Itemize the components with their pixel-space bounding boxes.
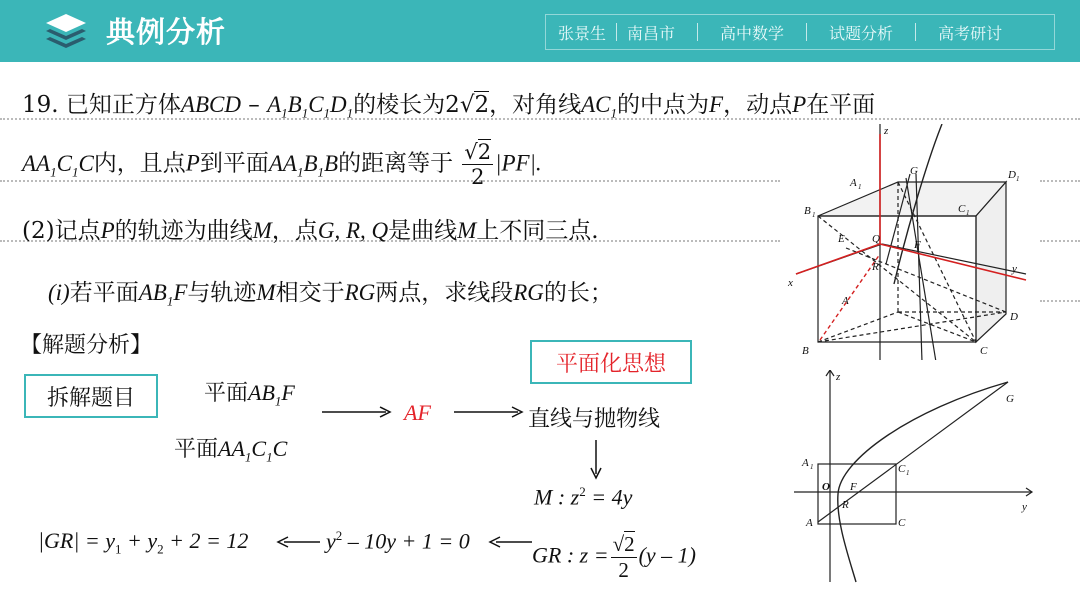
math-sqrt: √2 bbox=[459, 92, 490, 118]
svg-text:1: 1 bbox=[906, 469, 910, 477]
math-curve-m: M bbox=[252, 218, 272, 243]
equation-parabola: M : $z^2 = 4y$ bbox=[534, 484, 633, 510]
label-F: F bbox=[914, 239, 921, 251]
label-A1: A bbox=[850, 177, 857, 189]
math-points: G, R, Q bbox=[317, 218, 389, 243]
problem-text: ，点 bbox=[271, 218, 318, 244]
problem-text: 两点，求线段 bbox=[375, 280, 514, 306]
dotted-guide bbox=[1040, 300, 1080, 302]
dotted-guide bbox=[1040, 180, 1080, 182]
label-z: z bbox=[884, 125, 889, 137]
problem-line-4 bbox=[48, 274, 613, 310]
arrow-right-icon bbox=[452, 402, 524, 422]
svg-text:1: 1 bbox=[858, 183, 862, 191]
equation-length-gr: $|GR| = y_1 + y_2 + 2 = 12$ bbox=[38, 528, 249, 557]
problem-text: 是曲线 bbox=[388, 218, 458, 244]
math-point-p: P bbox=[185, 150, 200, 176]
parabola-graph bbox=[790, 370, 1040, 586]
label-G: G bbox=[910, 165, 918, 177]
graph-label-G: G bbox=[1006, 393, 1014, 405]
label-C1: C bbox=[958, 203, 966, 215]
label-Q: Q bbox=[872, 233, 880, 245]
label-E: E bbox=[838, 233, 845, 245]
label-x: x bbox=[788, 277, 793, 289]
nav-item-subject[interactable]: 高中数学 bbox=[720, 23, 785, 43]
svg-text:1: 1 bbox=[1016, 175, 1020, 183]
graph-label-C1: C bbox=[898, 463, 906, 475]
cube-diagram bbox=[786, 124, 1046, 360]
math-diagonal: $AC_1$ bbox=[581, 92, 617, 121]
problem-text: 的棱长为 bbox=[353, 92, 446, 118]
problem-text: 在平面 bbox=[806, 92, 876, 118]
graph-label-A1: A bbox=[802, 457, 809, 469]
slide-content bbox=[0, 62, 1080, 608]
label-R: R bbox=[872, 261, 879, 273]
top-nav bbox=[545, 14, 1055, 50]
header-bar bbox=[0, 0, 1080, 62]
label-A: A bbox=[842, 295, 849, 307]
math-number: 2 bbox=[445, 92, 460, 118]
problem-line-2 bbox=[22, 140, 542, 189]
label-B1: B bbox=[804, 205, 811, 217]
problem-line-3 bbox=[22, 212, 599, 245]
arrow-left-icon bbox=[488, 532, 534, 552]
math-point-f: F bbox=[709, 92, 724, 117]
problem-text: 的轨迹为曲线 bbox=[114, 218, 253, 244]
plane-aa1c1c-label: 平面$AA_1C_1C$ bbox=[174, 436, 288, 465]
graph-label-R: R bbox=[842, 499, 849, 511]
nav-item-city[interactable]: 南昌市 bbox=[627, 23, 676, 43]
graph-label-O: O bbox=[822, 481, 830, 493]
problem-text: 若平面 bbox=[69, 280, 139, 306]
problem-part-label: (2)记点 bbox=[22, 218, 101, 244]
label-D: D bbox=[1010, 311, 1018, 323]
svg-text:1: 1 bbox=[812, 211, 816, 219]
graph-label-C: C bbox=[898, 517, 906, 529]
arrow-right-icon bbox=[320, 402, 392, 422]
layers-icon bbox=[44, 12, 88, 52]
problem-number: 19. bbox=[22, 92, 59, 118]
analysis-heading: 【解题分析】 bbox=[20, 333, 153, 358]
arrow-down-icon bbox=[586, 438, 606, 480]
graph-label-y: y bbox=[1022, 501, 1027, 513]
svg-text:1: 1 bbox=[966, 209, 970, 217]
arrow-left-icon bbox=[276, 532, 322, 552]
problem-text: 与轨迹 bbox=[187, 280, 257, 306]
graph-label-F: F bbox=[850, 481, 857, 493]
math-segment-rg: RG bbox=[513, 280, 544, 305]
problem-text: ，对角线 bbox=[489, 92, 582, 118]
label-y: y bbox=[1012, 263, 1017, 275]
math-point-p: P bbox=[100, 218, 115, 243]
problem-text: ，动点 bbox=[723, 92, 793, 118]
problem-text: 的距离等于 bbox=[338, 150, 454, 177]
nav-item-analysis[interactable]: 试题分析 bbox=[829, 23, 894, 43]
problem-text: 上不同三点. bbox=[476, 218, 599, 244]
math-point-p: P bbox=[792, 92, 807, 117]
label-B: B bbox=[802, 345, 809, 357]
problem-text: 已知正方体 bbox=[65, 92, 181, 118]
math-distance: |PF|. bbox=[495, 150, 542, 176]
graph-label-z: z bbox=[836, 371, 841, 383]
math-cube-name: ABCD bbox=[180, 92, 241, 117]
math-curve-m: M bbox=[457, 218, 477, 243]
nav-separator bbox=[697, 23, 698, 41]
problem-text: 内，且点 bbox=[93, 150, 186, 177]
problem-text: 相交于 bbox=[275, 280, 345, 306]
math-plane-2: $AA_1B_1B$ bbox=[268, 150, 339, 180]
math-segment-rg: RG bbox=[344, 280, 376, 305]
page-title: 典例分析 bbox=[106, 15, 227, 49]
graph-label-A: A bbox=[806, 517, 813, 529]
nav-item-exam[interactable]: 高考研讨 bbox=[938, 23, 1003, 43]
math-curve-m: M bbox=[256, 280, 276, 305]
label-C: C bbox=[980, 345, 988, 357]
problem-text: 的长； bbox=[543, 280, 613, 306]
problem-line-1 bbox=[22, 86, 875, 122]
planarization-box: 平面化思想 bbox=[530, 340, 692, 384]
line-and-parabola: 直线与抛物线 bbox=[528, 407, 661, 432]
breakdown-box: 拆解题目 bbox=[24, 374, 158, 418]
nav-separator bbox=[806, 23, 807, 41]
nav-item-author[interactable]: 张景生 bbox=[558, 23, 607, 43]
problem-subpart-label: (i) bbox=[48, 280, 70, 305]
equation-line-gr: GR : z = $\frac{√2}{2}$ (y – 1) bbox=[532, 532, 697, 582]
af-line-label: AF bbox=[404, 400, 431, 425]
plane-ab1f-label: 平面$AB_1F$ bbox=[204, 380, 295, 409]
problem-text: 的中点为 bbox=[617, 92, 709, 118]
equation-quadratic: $y^2 - 10y + 1 = 0$ bbox=[326, 528, 470, 554]
math-dash: – bbox=[240, 92, 268, 118]
nav-separator bbox=[616, 23, 617, 41]
dotted-guide bbox=[1040, 240, 1080, 242]
svg-text:1: 1 bbox=[810, 463, 814, 471]
label-D1: D bbox=[1008, 169, 1016, 181]
math-plane-1: $AA_1C_1C$ bbox=[22, 150, 94, 180]
problem-text: 到平面 bbox=[199, 150, 269, 177]
nav-separator bbox=[915, 23, 916, 41]
math-fraction: $\frac{√2}{2}$ bbox=[464, 140, 492, 189]
math-plane-ab1f: $AB_1F$ bbox=[138, 280, 188, 309]
math-cube-top: $A_1B_1C_1D_1$ bbox=[267, 92, 354, 121]
